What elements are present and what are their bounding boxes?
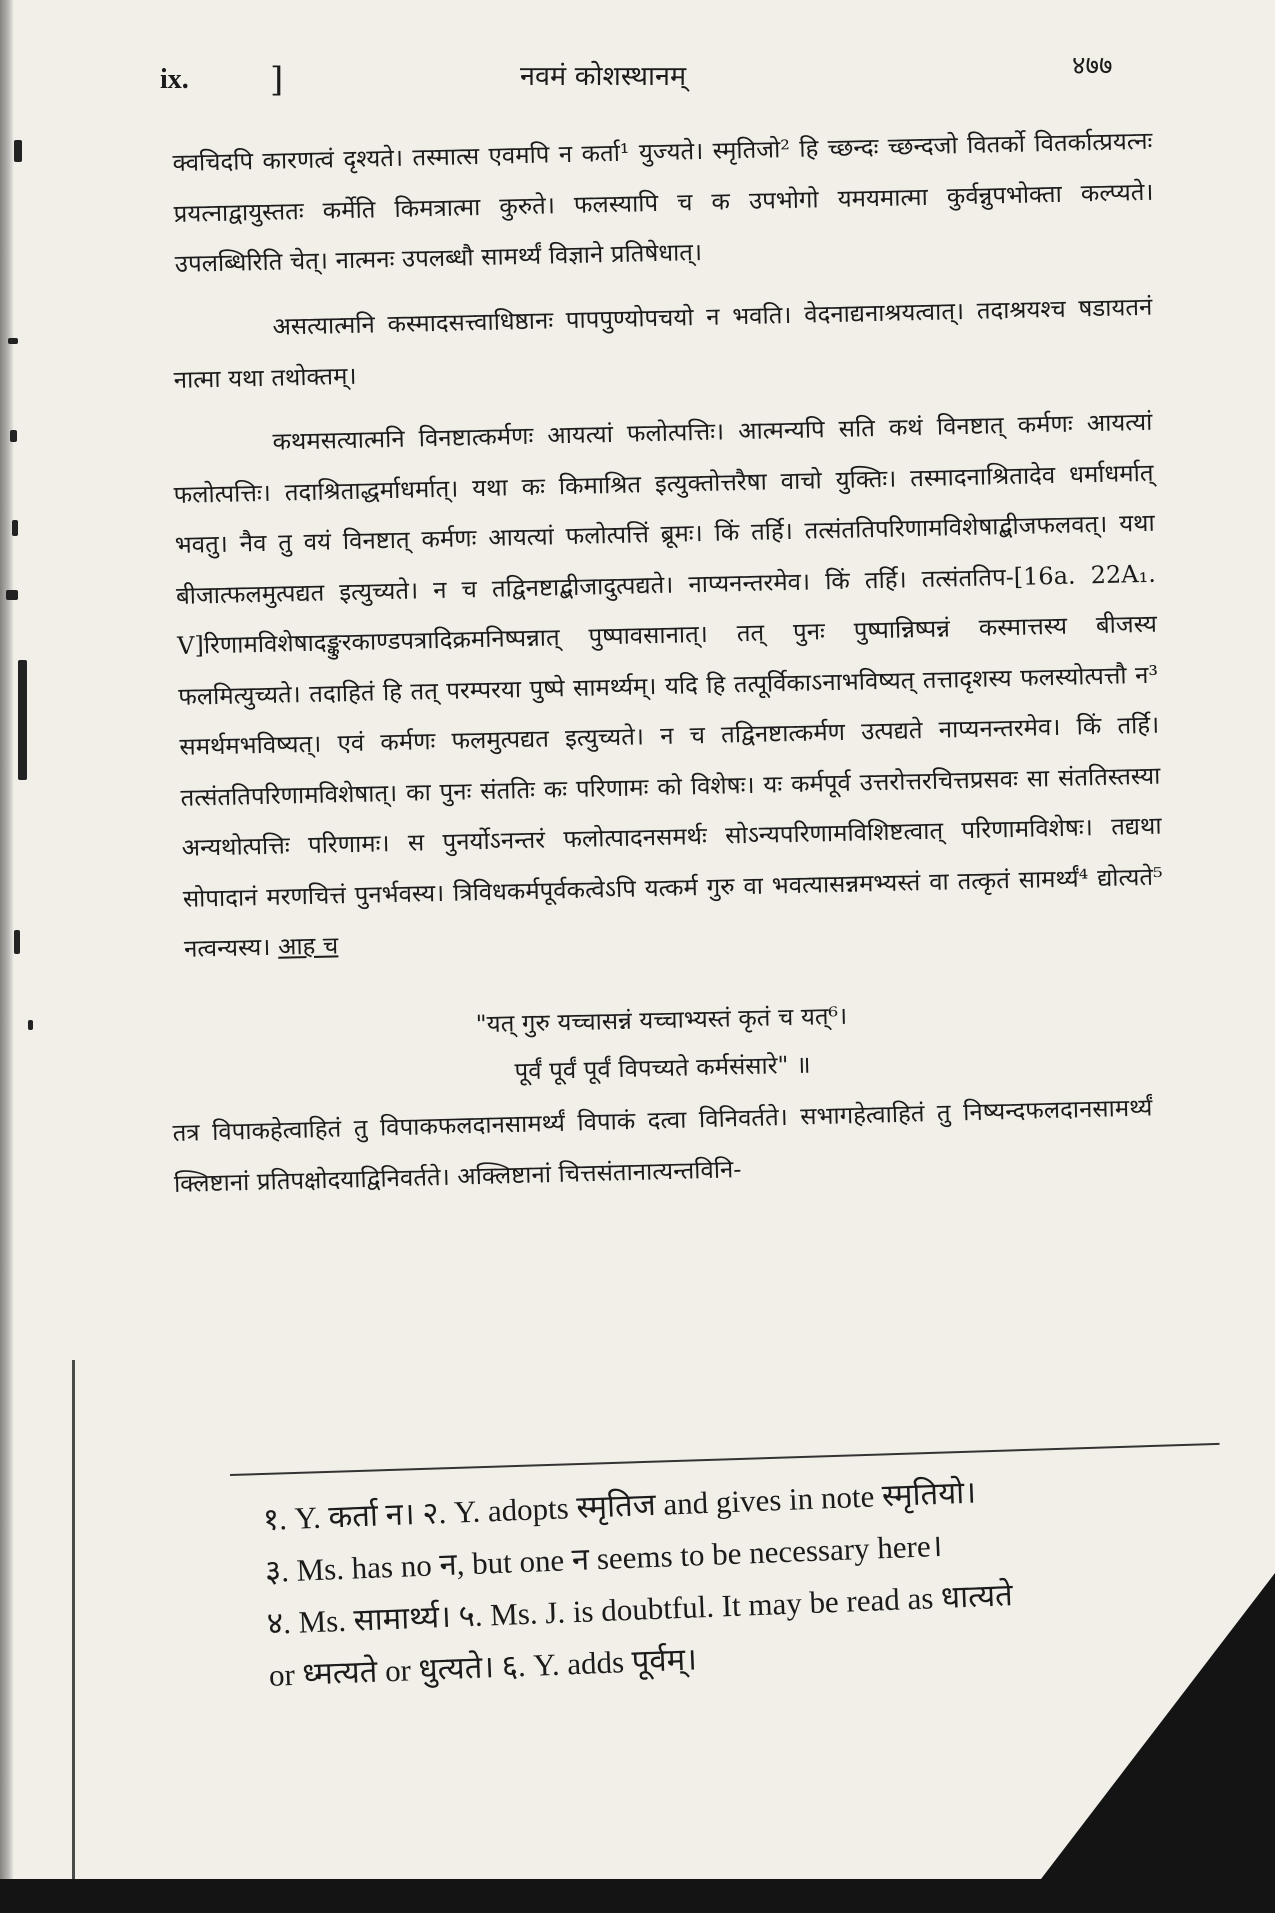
paragraph-3-text: कथमसत्यात्मनि विनष्टात्कर्मणः आयत्यां फलोत्पत्तिः। आत्मन्यपि सति कथं विनष्टात् कर्मणः आयत्यां फलोत्पत्तिः। तदाश्रिताद्धर्माधर्मात्। यथा कः किमाश्रित इत्युक्तोत्तरैषा वाचो युक्तिः। तस्मादनाश्रितादेव धर्माधर्मात् भवतु। नैव तु वयं विनष्टात् कर्मणः आयत्यां फलोत्पत्तिं ब्रूमः। किं तर्हि। तत्संततिपरिणामविशेषाद्बीजफलवत्। यथा बीजात्फलमुत्पद्यत इत्युच्यते। न च तद्विनष्टाद्बीजादुत्पद्यते। नाप्यनन्तरमेव। किं तर्हि। तत्संततिप-[16a. 22A₁. V]रिणामविशेषादङ्कुरकाण्डपत्रादिक्रमनिष्पन्नात् पुष्पावसानात्। तत् पुनः पुष्पान्निष्पन्नं कस्मात्तस्य बीजस्य फलमित्युच्यते। तदाहितं हि तत् परम्परया पुष्पे सामर्थ्यम्। यदि हि तत्पूर्विकाऽनाभविष्यत् तत्तादृशस्य फलस्योत्पत्तौ न³ समर्थमभविष्यत्। एवं कर्मणः फलमुत्पद्यत इत्युच्यते। न च तद्विनष्टात्कर्मण उत्पद्यते नाप्यनन्तरमेव। किं तर्हि। तत्संततिपरिणामविशेषात्। का पुनः संततिः कः परिणामः को विशेषः। यः कर्मपूर्व उत्तरोत्तरचित्तप्रसवः सा संततिस्तस्या अन्यथोत्पत्तिः परिणामः। स पुनर्योऽनन्तरं फलोत्पादनसमर्थः सोऽन्यपरिणामविशिष्टत्वात् परिणामविशेषः। तद्यथा सोपादानं मरणचित्तं पुनर्भवस्य। त्रिविधकर्मपूर्वकत्वेऽपि यत्कर्म गुरु वा भवत्यासन्नमभ्यस्तं वा तत्कृतं सामर्थ्यं⁴ द्योत्यते⁵ नत्वन्यस्य। <box>173 407 1163 963</box>
paragraph-3 <box>172 396 1164 974</box>
running-title: नवमं कोशस्थानम् <box>520 61 687 92</box>
verse-line-2: पूर्वं पूर्वं पूर्वं विपच्यते कर्मसंसारे" ॥ <box>514 1050 811 1086</box>
footnote-line: ४. Ms. सामार्थ्य। ५. Ms. J. is doubtful. It may be read as धात्यते <box>266 1577 1014 1641</box>
scan-shadow-bottom <box>0 1879 1275 1913</box>
page-header <box>160 46 1160 106</box>
chapter-number: ix. <box>160 64 189 95</box>
paragraph-1: क्वचिदपि कारणत्वं दृश्यते। तस्मात्स एवमपि न कर्ता¹ युज्यते। स्मृतिजो² हि च्छन्दः च्छन्दजो वितर्को वितर्कात्प्रयत्नः प्रयत्नाद्वायुस्ततः कर्मेति किमत्रात्मा कुरुते। फलस्यापि च क उपभोगो यमयमात्मा कुर्वन्नुपभोक्ता कल्प्यते। उपलब्धिरिति चेत्। नात्मनः उपलब्धौ सामर्थ्यं विज्ञाने प्रतिषेधात्। <box>172 126 1154 278</box>
scan-shadow-corner <box>1015 1573 1275 1913</box>
header-bracket: ] <box>270 60 284 100</box>
paragraph-3-tail: आह च <box>277 930 339 961</box>
paragraph-2: असत्यात्मनि कस्मादसत्त्वाधिष्ठानः पापपुण्योपचयो न भवति। वेदनाद्यनाश्रयत्वात्। तदाश्रयश्च षडायतनं नात्मा यथा तथोक्तम्। <box>173 292 1153 393</box>
page-number: ४७७ <box>1072 51 1113 81</box>
binding-shadow <box>72 1360 75 1900</box>
verse-line-1: "यत् गुरु यच्चासन्नं यच्चाभ्यस्तं कृतं च यत्⁶। <box>475 1001 848 1039</box>
footnote-line: १. Y. कर्ता न। २. Y. adopts स्मृतिज and gives in note स्मृतियो। <box>262 1474 977 1537</box>
paragraph-4: तत्र विपाकहेत्वाहितं तु विपाकफलदानसामर्थ्यं विपाकं दत्वा विनिवर्तते। सभागहेत्वाहितं तु निष्यन्दफलदानसामर्थ्यं क्लिष्टानां प्रतिपक्षोदयाद्विनिवर्तते। अक्लिष्टानां चित्तसंतानात्यन्तविनि- <box>172 1093 1153 1198</box>
footnote-line: or ध्मत्यते or धुत्यते। ६. Y. adds पूर्वम्। <box>268 1641 698 1693</box>
main-text <box>172 126 1163 1209</box>
footnote-line: ३. Ms. has no न, but one न seems to be necessary here। <box>264 1527 943 1589</box>
scan-edge <box>0 0 14 1913</box>
